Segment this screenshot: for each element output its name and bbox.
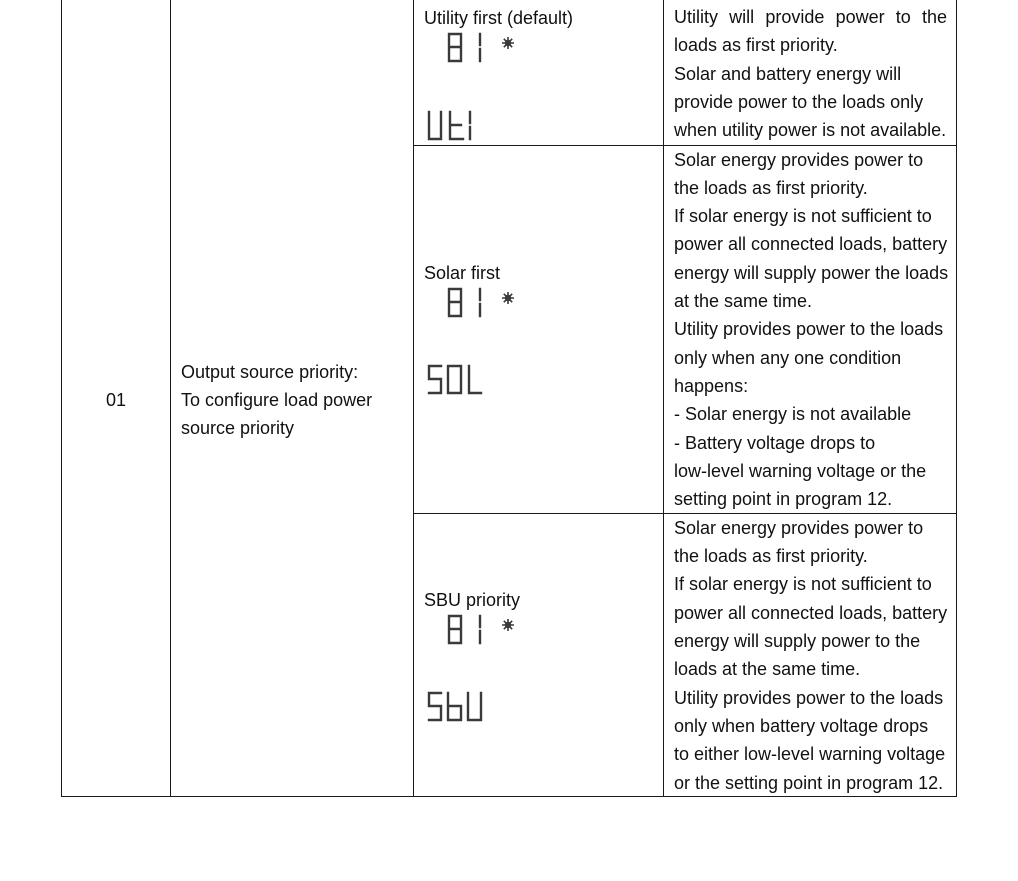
description-line: To configure load power: [181, 390, 373, 410]
column-divider-3: [663, 0, 664, 797]
table-border-right: [956, 0, 957, 797]
explanation-line: Solar energy provides power to: [674, 150, 924, 170]
explanation-line: the loads as first priority.: [674, 546, 868, 566]
explanation-line: or the setting point in program 12.: [674, 773, 944, 793]
lcd-value-display-uti: [426, 110, 476, 142]
option-label: Utility first (default): [424, 8, 574, 28]
explanation-line: happens:: [674, 376, 749, 396]
explanation-line: Solar and battery energy will: [674, 64, 902, 84]
explanation-line: when utility power is not available.: [674, 120, 947, 140]
explanation-line: power all connected loads, battery: [674, 234, 948, 254]
explanation-line: Utility provides power to the loads: [674, 319, 944, 339]
explanation-line: Utility will provide power to the: [674, 7, 947, 27]
column-divider-1: [170, 0, 171, 797]
lcd-value-display-sol: [426, 364, 486, 396]
option-label: SBU priority: [424, 590, 521, 610]
explanation-line: only when battery voltage drops: [674, 716, 929, 736]
lcd-value-display-sbu: [426, 691, 486, 723]
explanation-line: energy will supply power to the: [674, 631, 921, 651]
program-number: 01: [105, 390, 127, 410]
explanation-line: If solar energy is not sufficient to: [674, 206, 932, 226]
explanation-line: loads at the same time.: [674, 659, 861, 679]
lcd-program-code-display: [446, 32, 526, 64]
explanation-line: - Solar energy is not available: [674, 404, 912, 424]
description-line: source priority: [181, 418, 295, 438]
explanation-line: Solar energy provides power to: [674, 518, 924, 538]
description-line: Output source priority:: [181, 362, 359, 382]
explanation-line: provide power to the loads only: [674, 92, 924, 112]
explanation-line: If solar energy is not sufficient to: [674, 574, 932, 594]
option-label: Solar first: [424, 263, 501, 283]
explanation-line: energy will supply power the loads: [674, 263, 949, 283]
settings-gear-icon: [502, 37, 514, 49]
explanation-line: low-level warning voltage or the: [674, 461, 927, 481]
explanation-line: setting point in program 12.: [674, 489, 893, 509]
explanation-line: only when any one condition: [674, 348, 902, 368]
explanation-line: to either low-level warning voltage: [674, 744, 946, 764]
explanation-line: the loads as first priority.: [674, 178, 868, 198]
explanation-line: - Battery voltage drops to: [674, 433, 876, 453]
explanation-line: at the same time.: [674, 291, 813, 311]
column-divider-2: [413, 0, 414, 797]
lcd-program-code-display: [446, 287, 526, 319]
explanation-line: power all connected loads, battery: [674, 603, 948, 623]
explanation-line: Utility provides power to the loads: [674, 688, 944, 708]
lcd-program-code-display: [446, 614, 526, 646]
settings-gear-icon: [502, 619, 514, 631]
settings-gear-icon: [502, 292, 514, 304]
explanation-line: loads as first priority.: [674, 35, 838, 55]
